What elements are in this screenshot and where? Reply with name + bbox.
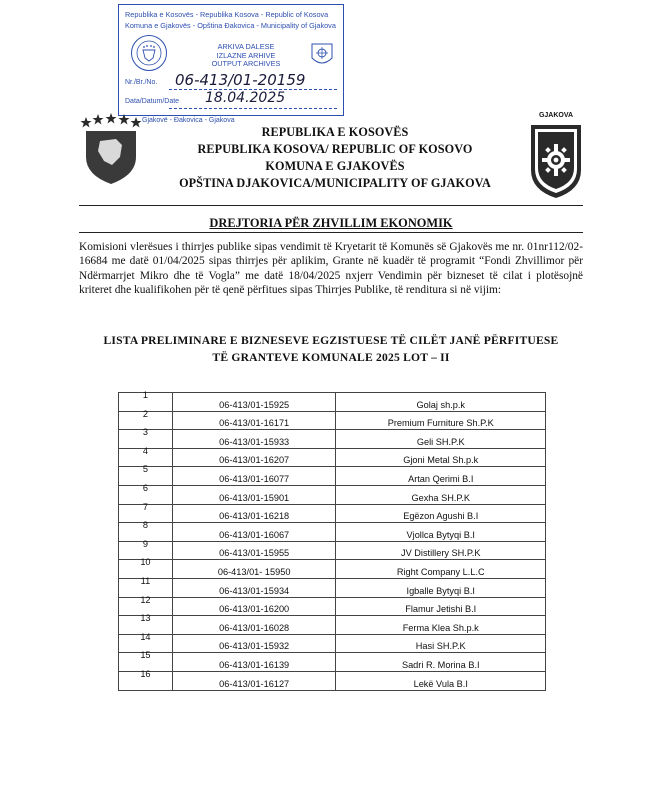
stamp-nr-handwritten: 06-413/01-20159	[175, 71, 306, 89]
decision-paragraph: Komisioni vlerësues i thirrjes publike sipas vendimit të Kryetarit të Komunës së Gjakovës me nr. 01nr112/02-16684 me datë 01/04/2025 sipas thirrjes për aplikim, Grante në kuadër të programit “Fondi Zhvillimor për Ndërmarrjet Mikro dhe të Vogla” me datë 18/04/2025 nxjerr Vendimin për bizneset të cilat i plotësojnë kriteret dhe kualifikohen për të qenë përfitues sipas Thirrjes Publike, të renditura si në vijim:	[79, 241, 583, 297]
protocol-number: 06-413/01-16127	[172, 671, 336, 690]
stamp-footer: Gjakovë - Đakovica - Gjakova	[142, 117, 235, 124]
table-row	[119, 430, 546, 449]
business-name: Geli SH.P.K	[336, 430, 546, 449]
table-row	[119, 504, 546, 523]
header-line: OPŠTINA DJAKOVICA/MUNICIPALITY OF GJAKOVA	[179, 176, 491, 190]
row-number: 16	[140, 668, 151, 679]
table-row	[119, 560, 546, 579]
header-line: KOMUNA E GJAKOVËS	[265, 159, 405, 173]
row-number: 12	[140, 594, 151, 605]
row-number: 15	[140, 650, 151, 661]
kosovo-coat-of-arms-icon	[78, 113, 144, 185]
row-number: 6	[142, 482, 148, 493]
protocol-number: 06-413/01-16067	[172, 523, 336, 542]
protocol-number: 06-413/01- 15950	[172, 560, 336, 579]
row-number: 13	[140, 613, 151, 624]
table-row	[119, 597, 546, 616]
business-name: Right Company L.L.C	[336, 560, 546, 579]
stamp-nr-label: Nr./Br./No.	[125, 79, 158, 86]
table-row	[119, 523, 546, 542]
list-title: LISTA PRELIMINARE E BIZNESEVE EGZISTUESE TË CILËT JANË PËRFITUESE	[103, 334, 559, 347]
header-rule	[79, 205, 583, 206]
protocol-number: 06-413/01-15932	[172, 634, 336, 653]
protocol-number: 06-413/01-16077	[172, 467, 336, 486]
stamp-line: Komuna e Gjakovës - Opština Đakovica - Municipality of Gjakova	[125, 21, 336, 30]
row-number: 4	[142, 445, 148, 456]
stamp-date-label: Data/Datum/Date	[125, 98, 180, 105]
table-row	[119, 541, 546, 560]
row-number: 14	[140, 631, 151, 642]
row-number: 5	[142, 464, 148, 475]
archive-stamp	[118, 4, 344, 116]
protocol-number: 06-413/01-16028	[172, 616, 336, 635]
row-number: 11	[140, 575, 151, 586]
protocol-number: 06-413/01-15901	[172, 485, 336, 504]
department-title: DREJTORIA PËR ZHVILLIM EKONOMIK	[209, 216, 453, 230]
business-name: Lekë Vula B.I	[336, 671, 546, 690]
kosovo-seal-icon	[131, 35, 167, 71]
table-row	[119, 393, 546, 412]
beneficiaries-table	[118, 392, 546, 691]
table-row	[119, 578, 546, 597]
protocol-number: 06-413/01-15933	[172, 430, 336, 449]
header-rule	[79, 232, 583, 233]
business-name: Premium Furniture Sh.P.K	[336, 411, 546, 430]
business-name: Hasi SH.P.K	[336, 634, 546, 653]
business-name: Vjollca Bytyqi B.I	[336, 523, 546, 542]
header-line: REPUBLIKA E KOSOVËS	[261, 125, 409, 139]
row-number: 2	[142, 408, 148, 419]
row-number: 9	[142, 538, 148, 549]
business-name: Golaj sh.p.k	[336, 393, 546, 412]
row-number: 10	[140, 557, 151, 568]
table-row	[119, 616, 546, 635]
table-row	[119, 485, 546, 504]
table-row	[119, 467, 546, 486]
stamp-date-handwritten: 18.04.2025	[205, 90, 286, 106]
business-name: Gjoni Metal Sh.p.k	[336, 448, 546, 467]
table-row	[119, 448, 546, 467]
business-name: Ferma Klea Sh.p.k	[336, 616, 546, 635]
header-line: REPUBLIKA KOSOVA/ REPUBLIC OF KOSOVO	[197, 142, 473, 156]
protocol-number: 06-413/01-16200	[172, 597, 336, 616]
table-row	[119, 634, 546, 653]
business-name: Egëzon Agushi B.I	[336, 504, 546, 523]
list-title: TË GRANTEVE KOMUNALE 2025 LOT – II	[212, 351, 450, 364]
protocol-number: 06-413/01-15925	[172, 393, 336, 412]
business-name: JV Distillery SH.P.K	[336, 541, 546, 560]
business-name: Igballe Bytyqi B.I	[336, 578, 546, 597]
gjakova-emblem	[528, 112, 584, 200]
protocol-number: 06-413/01-15934	[172, 578, 336, 597]
gjakova-seal-icon	[309, 41, 335, 69]
protocol-number: 06-413/01-16171	[172, 411, 336, 430]
row-number: 1	[142, 390, 148, 400]
row-number: 3	[142, 427, 148, 438]
business-name: Flamur Jetishi B.I	[336, 597, 546, 616]
table-row	[119, 653, 546, 672]
stamp-archive-label: ARKIVA DALESE IZLAZNE ARHIVE OUTPUT ARCHIVES	[211, 42, 281, 69]
stamp-underline	[169, 108, 337, 109]
protocol-number: 06-413/01-16207	[172, 448, 336, 467]
row-number: 7	[142, 501, 148, 512]
stamp-line: Republika e Kosovës - Republika Kosova - Republic of Kosova	[125, 10, 329, 19]
protocol-number: 06-413/01-16218	[172, 504, 336, 523]
table-row	[119, 671, 546, 690]
table-row	[119, 411, 546, 430]
row-number: 8	[142, 520, 148, 531]
gjakova-shield-icon	[528, 122, 584, 200]
business-name: Artan Qerimi B.I	[336, 467, 546, 486]
row-number-cell	[119, 668, 173, 690]
business-name: Gexha SH.P.K	[336, 485, 546, 504]
gjakova-emblem-label: GJAKOVA	[538, 112, 574, 119]
business-name: Sadri R. Morina B.I	[336, 653, 546, 672]
protocol-number: 06-413/01-16139	[172, 653, 336, 672]
protocol-number: 06-413/01-15955	[172, 541, 336, 560]
